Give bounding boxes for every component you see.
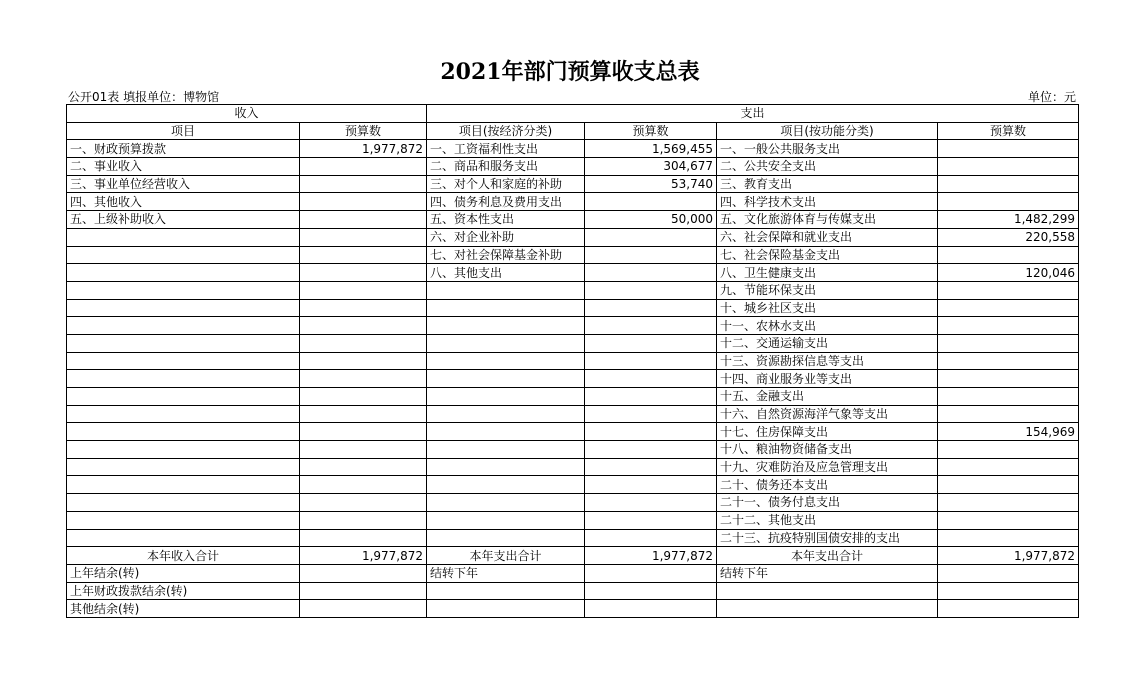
table-row xyxy=(67,246,1079,264)
func-item-cell: 十二、交通运输支出 xyxy=(717,334,938,352)
income-budget-cell xyxy=(300,458,427,476)
econ-total-value: 1,977,872 xyxy=(585,547,717,565)
table-row xyxy=(67,140,1079,158)
func-budget-cell xyxy=(938,193,1079,211)
econ-budget-cell: 50,000 xyxy=(585,211,717,229)
econ-item-cell xyxy=(427,352,585,370)
income-item-cell xyxy=(67,476,300,494)
econ-item-cell xyxy=(427,494,585,512)
econ-budget-cell xyxy=(585,264,717,282)
econ-item-cell xyxy=(427,317,585,335)
econ-item-cell xyxy=(427,334,585,352)
income-item-cell xyxy=(67,246,300,264)
col-econ-header: 项目(按经济分类) xyxy=(427,122,585,140)
econ-budget-cell xyxy=(585,299,717,317)
income-budget-cell xyxy=(300,299,427,317)
econ-item-cell xyxy=(427,299,585,317)
column-header-row xyxy=(67,122,1079,140)
income-budget-cell xyxy=(300,476,427,494)
econ-budget-cell: 304,677 xyxy=(585,158,717,176)
table-cell xyxy=(938,600,1079,618)
econ-budget-cell xyxy=(585,458,717,476)
income-item-cell xyxy=(67,494,300,512)
income-item-cell xyxy=(67,317,300,335)
func-budget-cell xyxy=(938,458,1079,476)
func-budget-cell: 120,046 xyxy=(938,264,1079,282)
table-row xyxy=(67,228,1079,246)
func-item-cell: 二、公共安全支出 xyxy=(717,158,938,176)
func-item-cell: 十六、自然资源海洋气象等支出 xyxy=(717,405,938,423)
func-budget-cell xyxy=(938,441,1079,459)
income-item-cell xyxy=(67,370,300,388)
econ-item-cell xyxy=(427,388,585,406)
income-total-value: 1,977,872 xyxy=(300,547,427,565)
econ-budget-cell xyxy=(585,281,717,299)
carry-forward-label: 结转下年 xyxy=(717,564,938,582)
table-row xyxy=(67,211,1079,229)
econ-budget-cell xyxy=(585,334,717,352)
func-item-cell: 一、一般公共服务支出 xyxy=(717,140,938,158)
income-budget-cell xyxy=(300,175,427,193)
income-budget-cell xyxy=(300,193,427,211)
econ-budget-cell xyxy=(585,352,717,370)
econ-budget-cell xyxy=(585,423,717,441)
func-item-cell: 六、社会保障和就业支出 xyxy=(717,228,938,246)
carry-row xyxy=(67,564,1079,582)
table-cell xyxy=(300,600,427,618)
econ-budget-cell xyxy=(585,441,717,459)
prev-balance-label: 上年结余(转) xyxy=(67,564,300,582)
income-budget-cell xyxy=(300,334,427,352)
func-item-cell: 十八、粮油物资储备支出 xyxy=(717,441,938,459)
income-budget-cell xyxy=(300,264,427,282)
income-item-cell: 一、财政预算拨款 xyxy=(67,140,300,158)
econ-budget-cell xyxy=(585,388,717,406)
func-item-cell: 十五、金融支出 xyxy=(717,388,938,406)
func-budget-cell xyxy=(938,352,1079,370)
unit-label: 单位：元 xyxy=(1027,90,1076,104)
income-budget-cell xyxy=(300,211,427,229)
func-budget-cell xyxy=(938,317,1079,335)
func-budget-cell xyxy=(938,140,1079,158)
func-item-cell: 二十、债务还本支出 xyxy=(717,476,938,494)
table-row xyxy=(67,405,1079,423)
income-item-cell xyxy=(67,388,300,406)
income-budget-cell xyxy=(300,423,427,441)
income-item-cell: 五、上级补助收入 xyxy=(67,211,300,229)
expense-total-label: 本年支出合计 xyxy=(427,547,585,565)
econ-item-cell: 八、其他支出 xyxy=(427,264,585,282)
budget-table xyxy=(66,104,1079,618)
econ-item-cell xyxy=(427,370,585,388)
table-cell xyxy=(300,564,427,582)
income-budget-cell xyxy=(300,317,427,335)
func-budget-cell xyxy=(938,299,1079,317)
econ-item-cell xyxy=(427,511,585,529)
income-item-cell xyxy=(67,281,300,299)
income-budget-cell xyxy=(300,352,427,370)
func-budget-cell xyxy=(938,246,1079,264)
econ-item-cell: 一、工资福利性支出 xyxy=(427,140,585,158)
func-budget-cell xyxy=(938,281,1079,299)
income-item-cell xyxy=(67,264,300,282)
income-item-cell xyxy=(67,352,300,370)
table-row xyxy=(67,317,1079,335)
func-budget-cell xyxy=(938,476,1079,494)
income-budget-cell xyxy=(300,441,427,459)
col-budget-header: 预算数 xyxy=(585,122,717,140)
table-row xyxy=(67,476,1079,494)
func-budget-cell xyxy=(938,388,1079,406)
func-budget-cell xyxy=(938,334,1079,352)
table-row xyxy=(67,352,1079,370)
table-row xyxy=(67,158,1079,176)
income-header: 收入 xyxy=(67,105,427,123)
econ-budget-cell xyxy=(585,511,717,529)
col-budget-header: 预算数 xyxy=(938,122,1079,140)
table-row xyxy=(67,175,1079,193)
func-item-cell: 二十二、其他支出 xyxy=(717,511,938,529)
econ-budget-cell xyxy=(585,193,717,211)
econ-item-cell xyxy=(427,405,585,423)
col-func-header: 项目(按功能分类) xyxy=(717,122,938,140)
econ-item-cell xyxy=(427,529,585,547)
table-row xyxy=(67,281,1079,299)
income-budget-cell xyxy=(300,494,427,512)
income-budget-cell xyxy=(300,529,427,547)
func-item-cell: 八、卫生健康支出 xyxy=(717,264,938,282)
table-row xyxy=(67,529,1079,547)
func-item-cell: 十七、住房保障支出 xyxy=(717,423,938,441)
table-row xyxy=(67,511,1079,529)
func-item-cell: 五、文化旅游体育与传媒支出 xyxy=(717,211,938,229)
income-budget-cell xyxy=(300,281,427,299)
income-budget-cell xyxy=(300,246,427,264)
econ-budget-cell xyxy=(585,529,717,547)
func-item-cell: 三、教育支出 xyxy=(717,175,938,193)
income-item-cell: 三、事业单位经营收入 xyxy=(67,175,300,193)
econ-item-cell xyxy=(427,476,585,494)
func-item-cell: 二十三、抗疫特别国债安排的支出 xyxy=(717,529,938,547)
table-row xyxy=(67,299,1079,317)
func-budget-cell xyxy=(938,494,1079,512)
econ-item-cell: 三、对个人和家庭的补助 xyxy=(427,175,585,193)
carry-forward-label: 结转下年 xyxy=(427,564,585,582)
table-row xyxy=(67,193,1079,211)
econ-item-cell: 五、资本性支出 xyxy=(427,211,585,229)
func-budget-cell xyxy=(938,529,1079,547)
func-item-cell: 十三、资源勘探信息等支出 xyxy=(717,352,938,370)
table-cell xyxy=(427,582,585,600)
table-cell xyxy=(585,582,717,600)
func-budget-cell xyxy=(938,405,1079,423)
table-cell xyxy=(300,582,427,600)
table-row xyxy=(67,334,1079,352)
income-item-cell xyxy=(67,511,300,529)
table-row xyxy=(67,370,1079,388)
income-item-cell xyxy=(67,423,300,441)
table-row xyxy=(67,441,1079,459)
func-budget-cell: 220,558 xyxy=(938,228,1079,246)
page-title: 2021年部门预算收支总表 xyxy=(440,59,700,85)
table-cell xyxy=(427,600,585,618)
income-total-label: 本年收入合计 xyxy=(67,547,300,565)
econ-budget-cell xyxy=(585,494,717,512)
income-item-cell: 四、其他收入 xyxy=(67,193,300,211)
table-row xyxy=(67,458,1079,476)
func-item-cell: 十、城乡社区支出 xyxy=(717,299,938,317)
fiscal-balance-label: 上年财政拨款结余(转) xyxy=(67,582,300,600)
func-item-cell: 十九、灾难防治及应急管理支出 xyxy=(717,458,938,476)
econ-budget-cell: 1,569,455 xyxy=(585,140,717,158)
econ-budget-cell xyxy=(585,405,717,423)
econ-item-cell xyxy=(427,281,585,299)
table-row xyxy=(67,388,1079,406)
econ-budget-cell xyxy=(585,228,717,246)
col-budget-header: 预算数 xyxy=(300,122,427,140)
econ-budget-cell: 53,740 xyxy=(585,175,717,193)
func-budget-cell: 1,482,299 xyxy=(938,211,1079,229)
income-item-cell xyxy=(67,334,300,352)
table-cell xyxy=(585,564,717,582)
income-budget-cell xyxy=(300,370,427,388)
func-item-cell: 十四、商业服务业等支出 xyxy=(717,370,938,388)
income-budget-cell xyxy=(300,228,427,246)
econ-item-cell xyxy=(427,441,585,459)
carry-row xyxy=(67,582,1079,600)
func-budget-cell xyxy=(938,370,1079,388)
func-budget-cell xyxy=(938,175,1079,193)
func-budget-cell xyxy=(938,158,1079,176)
table-row xyxy=(67,494,1079,512)
income-budget-cell xyxy=(300,388,427,406)
table-cell xyxy=(585,600,717,618)
econ-budget-cell xyxy=(585,370,717,388)
table-cell xyxy=(938,564,1079,582)
table-row xyxy=(67,423,1079,441)
table-row xyxy=(67,264,1079,282)
func-budget-cell xyxy=(938,511,1079,529)
section-header-row xyxy=(67,105,1079,123)
expense-header: 支出 xyxy=(427,105,1079,123)
income-item-cell xyxy=(67,228,300,246)
func-item-cell: 十一、农林水支出 xyxy=(717,317,938,335)
income-item-cell xyxy=(67,529,300,547)
income-budget-cell xyxy=(300,405,427,423)
econ-item-cell xyxy=(427,458,585,476)
income-item-cell: 二、事业收入 xyxy=(67,158,300,176)
econ-item-cell: 六、对企业补助 xyxy=(427,228,585,246)
income-budget-cell: 1,977,872 xyxy=(300,140,427,158)
col-item-header: 项目 xyxy=(67,122,300,140)
func-item-cell: 二十一、债务付息支出 xyxy=(717,494,938,512)
func-total-value: 1,977,872 xyxy=(938,547,1079,565)
totals-row xyxy=(67,547,1079,565)
income-item-cell xyxy=(67,299,300,317)
carry-row xyxy=(67,600,1079,618)
table-cell xyxy=(717,600,938,618)
econ-budget-cell xyxy=(585,476,717,494)
income-budget-cell xyxy=(300,158,427,176)
filing-unit: 公开01表 填报单位：博物馆 xyxy=(68,90,220,104)
econ-budget-cell xyxy=(585,317,717,335)
income-item-cell xyxy=(67,405,300,423)
func-item-cell: 九、节能环保支出 xyxy=(717,281,938,299)
func-budget-cell: 154,969 xyxy=(938,423,1079,441)
econ-item-cell xyxy=(427,423,585,441)
expense-total-label: 本年支出合计 xyxy=(717,547,938,565)
income-item-cell xyxy=(67,441,300,459)
econ-item-cell: 二、商品和服务支出 xyxy=(427,158,585,176)
income-item-cell xyxy=(67,458,300,476)
table-cell xyxy=(938,582,1079,600)
econ-item-cell: 四、债务利息及费用支出 xyxy=(427,193,585,211)
econ-budget-cell xyxy=(585,246,717,264)
func-item-cell: 四、科学技术支出 xyxy=(717,193,938,211)
table-cell xyxy=(717,582,938,600)
other-balance-label: 其他结余(转) xyxy=(67,600,300,618)
income-budget-cell xyxy=(300,511,427,529)
func-item-cell: 七、社会保险基金支出 xyxy=(717,246,938,264)
econ-item-cell: 七、对社会保障基金补助 xyxy=(427,246,585,264)
